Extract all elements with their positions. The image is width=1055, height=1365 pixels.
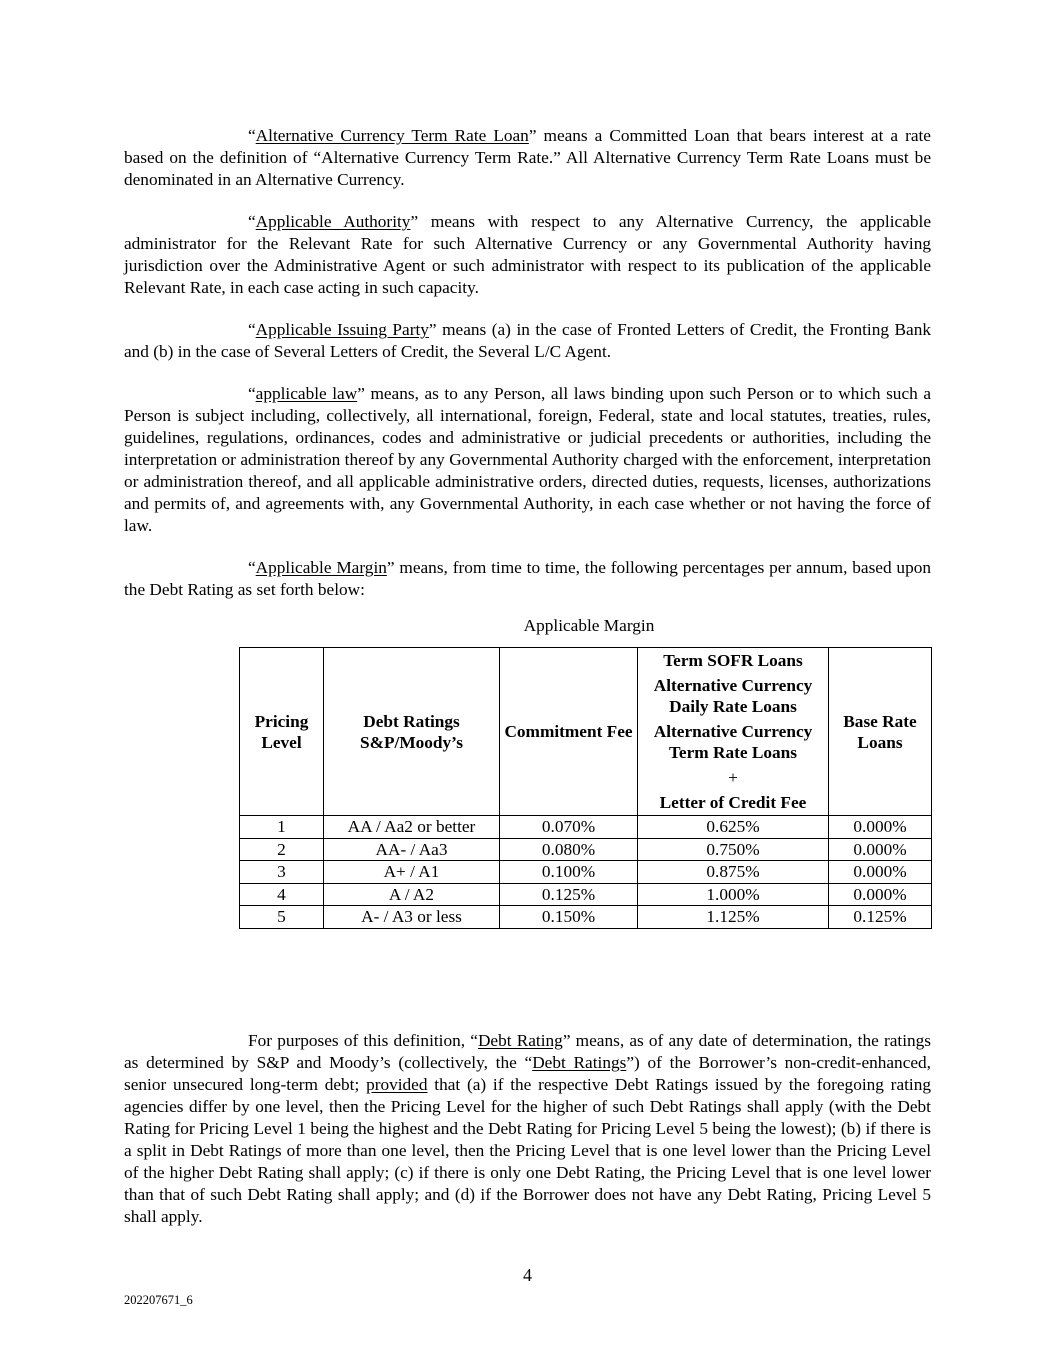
- definition-text: ” means, as to any Person, all laws binding upon such Person or to which such a Person is subject including, collectively, all international, foreign, Federal, state and local statutes, treaties, rules, guidelines, regulations, ordinances, codes and administrative or judicial precedents or authorities, including the interpretation or administration thereof by any Governmental Authority charged with the enforcement, interpretation or administration thereof, and all applicable administrative orders, directed duties, requests, licenses, authorizations and permits of, and agreements with, any Governmental Authority, in each case whether or not having the force of law.: [124, 384, 931, 535]
- document-id: 202207671_6: [124, 1293, 193, 1307]
- defined-term: Applicable Authority: [255, 212, 411, 231]
- cell-sofr-margin: 0.875%: [638, 861, 829, 884]
- header-sofr-plus: +: [728, 768, 738, 787]
- table-header-row: [240, 648, 932, 816]
- header-sofr-line-1: Term SOFR Loans: [663, 651, 803, 670]
- cell-base-rate-margin: 0.125%: [829, 906, 932, 929]
- cell-commitment-fee: 0.070%: [500, 816, 638, 839]
- table-row: [240, 906, 932, 929]
- definition-text: ” means a Committed Loan that bears interest at a rate based on the definition of “Alternative Currency Term Rate.” All Alternative Currency Term Rate Loans must be denominated in an Alternative Currency.: [124, 126, 931, 189]
- defined-term: Applicable Margin: [255, 558, 387, 577]
- cell-pricing-level: 4: [240, 883, 324, 906]
- cell-pricing-level: 1: [240, 816, 324, 839]
- table-row: [240, 883, 932, 906]
- definition-applicable-law: “applicable law” means, as to any Person, all laws binding upon such Person or to which such a Person is subject including, collectively, all international, foreign, Federal, state and local statutes, treaties, rules, guidelines, regulations, ordinances, codes and administrative or judicial precedents or authorities, including the interpretation or administration thereof by any Governmental Authority charged with the enforcement, interpretation or administration thereof, and all applicable administrative orders, directed duties, requests, licenses, authorizations and permits of, and agreements with, any Governmental Authority, in each case whether or not having the force of law.: [124, 384, 931, 535]
- table-row: [240, 861, 932, 884]
- definition-applicable-margin: “Applicable Margin” means, from time to time, the following percentages per annum, based upon the Debt Rating as set forth below:: [124, 558, 931, 599]
- header-term-sofr-loans: [638, 648, 829, 816]
- cell-commitment-fee: 0.150%: [500, 906, 638, 929]
- table-row: [240, 816, 932, 839]
- paragraph-text: ” means, as of any date of determination, the ratings as determined by S&P and Moody’s (collectively, the “: [124, 1031, 932, 1072]
- header-base-rate-loans: Base Rate Loans: [829, 648, 932, 816]
- definition-applicable-issuing-party: “Applicable Issuing Party” means (a) in the case of Fronted Letters of Credit, the Fronting Bank and (b) in the case of Several Letters of Credit, the Several L/C Agent.: [124, 320, 931, 361]
- cell-sofr-margin: 1.000%: [638, 883, 829, 906]
- table-row: [240, 838, 932, 861]
- proviso-term: provided: [366, 1075, 428, 1094]
- definition-debt-rating: [124, 1030, 931, 1228]
- cell-base-rate-margin: 0.000%: [829, 883, 932, 906]
- page-number: 4: [523, 1265, 532, 1285]
- header-sofr-line-3: Alternative Currency Term Rate Loans: [653, 722, 813, 762]
- cell-commitment-fee: 0.080%: [500, 838, 638, 861]
- paragraph-text: ”) of the Borrower’s non-credit-enhanced, senior unsecured long-term debt;: [124, 1053, 932, 1094]
- header-sofr-line-5: Letter of Credit Fee: [659, 793, 807, 812]
- header-debt-ratings: Debt Ratings S&P/Moody’s: [324, 648, 500, 816]
- header-commitment-fee: Commitment Fee: [500, 648, 638, 816]
- cell-sofr-margin: 1.125%: [638, 906, 829, 929]
- defined-term: applicable law: [255, 384, 358, 403]
- cell-debt-rating: A+ / A1: [324, 861, 500, 884]
- cell-debt-rating: A- / A3 or less: [324, 906, 500, 929]
- cell-pricing-level: 5: [240, 906, 324, 929]
- definition-applicable-authority: “Applicable Authority” means with respect to any Alternative Currency, the applicable administrator for the Relevant Rate for such Alternative Currency or any Governmental Authority having jurisdiction over the Administrative Agent or such administrator with respect to its publication of the applicable Relevant Rate, in each case acting in such capacity.: [124, 212, 931, 297]
- cell-debt-rating: AA- / Aa3: [324, 838, 500, 861]
- cell-commitment-fee: 0.100%: [500, 861, 638, 884]
- defined-term-debt-rating: Debt Rating: [477, 1031, 563, 1050]
- definition-text: ” means (a) in the case of Fronted Letters of Credit, the Fronting Bank and (b) in the case of Several Letters of Credit, the Several L/C Agent.: [124, 320, 931, 361]
- cell-pricing-level: 2: [240, 838, 324, 861]
- applicable-margin-table: [239, 647, 932, 929]
- cell-pricing-level: 3: [240, 861, 324, 884]
- paragraph-intro: For purposes of this definition, “: [248, 1031, 478, 1050]
- defined-term: Applicable Issuing Party: [255, 320, 429, 339]
- definition-text: ” means with respect to any Alternative Currency, the applicable administrator for the Relevant Rate for such Alternative Currency or any Governmental Authority having jurisdiction over the Administrative Agent or such administrator with respect to its publication of the applicable Relevant Rate, in each case acting in such capacity.: [124, 212, 931, 297]
- cell-base-rate-margin: 0.000%: [829, 861, 932, 884]
- cell-sofr-margin: 0.625%: [638, 816, 829, 839]
- definition-text: ” means, from time to time, the following percentages per annum, based upon the Debt Rating as set forth below:: [124, 558, 931, 599]
- defined-term: Alternative Currency Term Rate Loan: [255, 126, 529, 145]
- cell-commitment-fee: 0.125%: [500, 883, 638, 906]
- definition-alternative-currency-term-rate-loan: “Alternative Currency Term Rate Loan” means a Committed Loan that bears interest at a rate based on the definition of “Alternative Currency Term Rate.” All Alternative Currency Term Rate Loans must be denominated in an Alternative Currency.: [124, 126, 931, 189]
- cell-base-rate-margin: 0.000%: [829, 816, 932, 839]
- cell-debt-rating: A / A2: [324, 883, 500, 906]
- defined-term-debt-ratings: Debt Ratings: [532, 1053, 627, 1072]
- cell-base-rate-margin: 0.000%: [829, 838, 932, 861]
- header-pricing-level: Pricing Level: [240, 648, 324, 816]
- cell-sofr-margin: 0.750%: [638, 838, 829, 861]
- table-caption: Applicable Margin: [523, 616, 655, 635]
- header-sofr-line-2: Alternative Currency Daily Rate Loans: [653, 676, 813, 716]
- paragraph-text: that (a) if the respective Debt Ratings issued by the foregoing rating agencies differ by one level, then the Pricing Level for the higher of such Debt Ratings shall apply (with the Debt Rating for Pricing Level 1 being the highest and the Debt Rating for Pricing Level 5 being the lowest); (b) if there is a split in Debt Ratings of more than one level, then the Pricing Level that is one level lower than the Pricing Level of the higher Debt Rating shall apply; (c) if there is only one Debt Rating, the Pricing Level that is one level lower than that of such Debt Rating shall apply; and (d) if the Borrower does not have any Debt Rating, Pricing Level 5 shall apply.: [124, 1075, 931, 1226]
- cell-debt-rating: AA / Aa2 or better: [324, 816, 500, 839]
